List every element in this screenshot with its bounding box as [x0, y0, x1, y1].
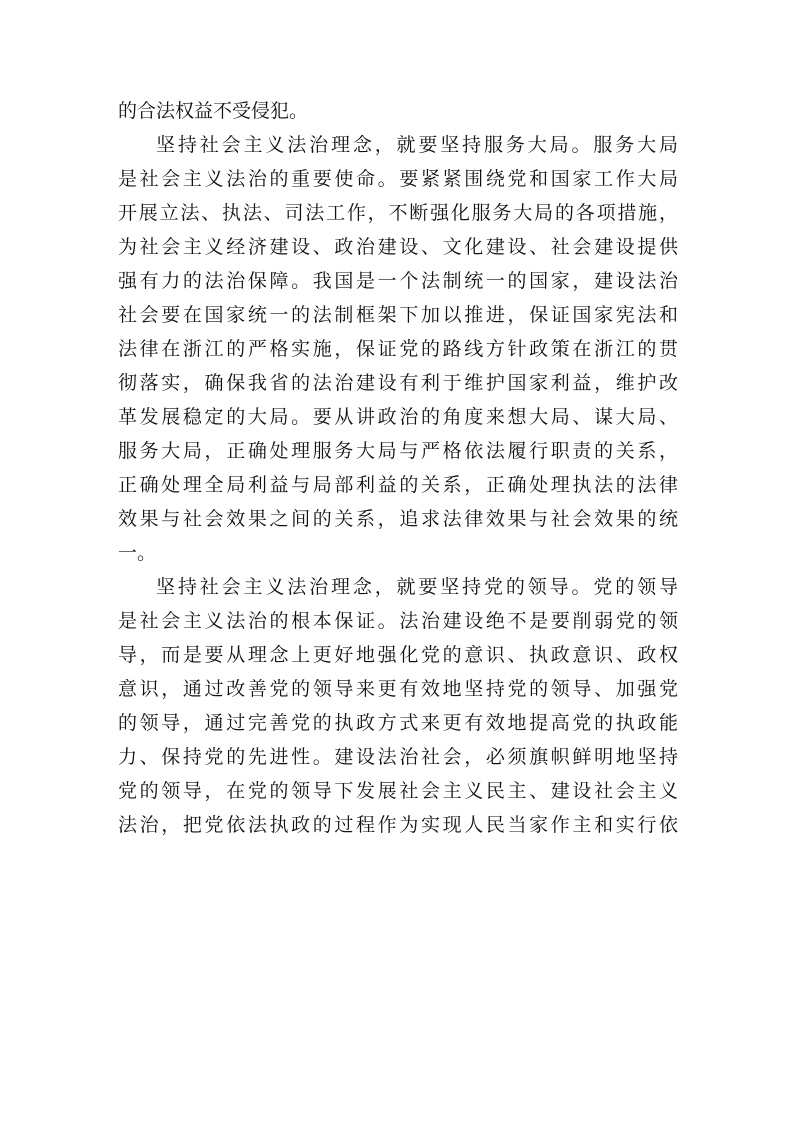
text-line: 是社会主义法治的重要使命。要紧紧围绕党和国家工作大局: [118, 168, 678, 190]
text-line: 法律在浙江的严格实施，保证党的路线方针政策在浙江的贯: [118, 338, 678, 360]
text-line: 是社会主义法治的根本保证。法治建设绝不是要削弱党的领: [118, 610, 678, 632]
text-line: 导，而是要从理念上更好地强化党的意识、执政意识、政权: [118, 644, 678, 666]
text-line: 党的领导，在党的领导下发展社会主义民主、建设社会主义: [118, 780, 678, 802]
text-line: 为社会主义经济建设、政治建设、文化建设、社会建设提供: [118, 236, 678, 258]
text-line: 革发展稳定的大局。要从讲政治的角度来想大局、谋大局、: [118, 406, 678, 428]
text-line: 意识，通过改善党的领导来更有效地坚持党的领导、加强党: [118, 678, 678, 700]
text-line: 正确处理全局利益与局部利益的关系，正确处理执法的法律: [118, 474, 678, 496]
body-text: [118, 94, 678, 842]
text-line: 服务大局，正确处理服务大局与严格依法履行职责的关系，: [118, 440, 678, 462]
text-line: 力、保持党的先进性。建设法治社会，必须旗帜鲜明地坚持: [118, 746, 678, 768]
text-line: 一。: [118, 542, 157, 564]
text-line: 的领导，通过完善党的执政方式来更有效地提高党的执政能: [118, 712, 678, 734]
text-line: 强有力的法治保障。我国是一个法制统一的国家，建设法治: [118, 270, 678, 292]
text-line: 法治，把党依法执政的过程作为实现人民当家作主和实行依: [118, 814, 678, 836]
paragraph-first-line: 坚持社会主义法治理念，就要坚持党的领导。党的领导: [156, 576, 678, 598]
text-line: 开展立法、执法、司法工作，不断强化服务大局的各项措施，: [118, 202, 678, 224]
text-line: 社会要在国家统一的法制框架下加以推进，保证国家宪法和: [118, 304, 678, 326]
paragraph-first-line: 坚持社会主义法治理念，就要坚持服务大局。服务大局: [156, 134, 678, 156]
text-line: 彻落实，确保我省的法治建设有利于维护国家利益，维护改: [118, 372, 678, 394]
text-line: 效果与社会效果之间的关系，追求法律效果与社会效果的统: [118, 508, 678, 530]
text-line: 的合法权益不受侵犯。: [118, 100, 309, 122]
